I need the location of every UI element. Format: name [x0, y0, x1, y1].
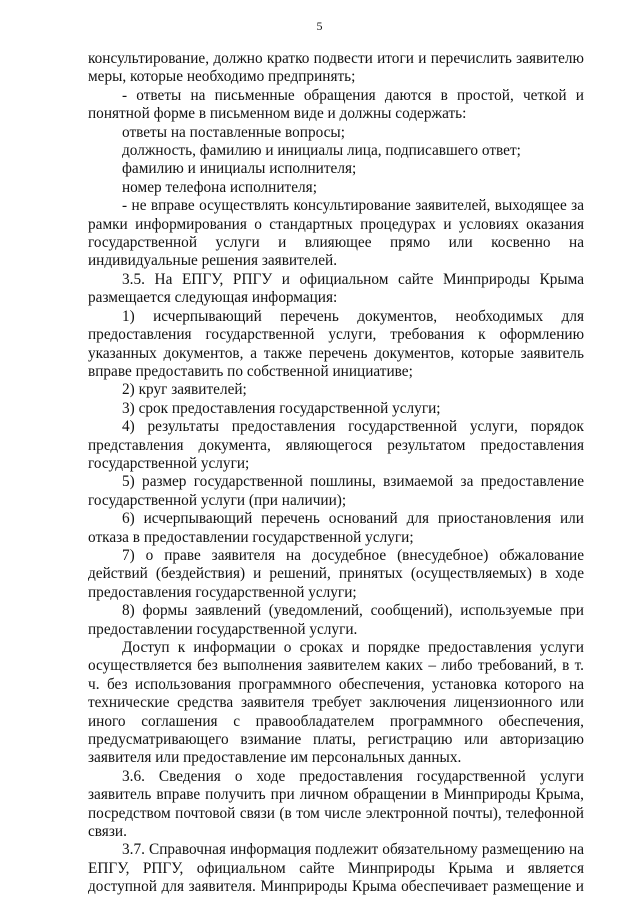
list-item: 4) результаты предоставления государственной услуги, порядок представления документа, являющегося результатом предоставления государственной услуги;: [88, 418, 584, 472]
list-item: 6) исчерпывающий перечень оснований для приостановления или отказа в предоставлении государственной услуги;: [88, 510, 584, 546]
page-number: 5: [316, 19, 323, 33]
list-item: 7) о праве заявителя на досудебное (внесудебное) обжалование действий (бездействия) и решений, принятых (осуществляемых) в ходе предоставления государственной услуги;: [88, 546, 584, 601]
list-item: 8) формы заявлений (уведомлений, сообщений), используемые при предоставлении государственной услуги.: [88, 602, 584, 638]
list-item: 5) размер государственной пошлины, взимаемой за предоставление государственной услуги (при наличии);: [88, 473, 584, 509]
paragraph-restriction: - не вправе осуществлять консультирование заявителей, выходящее за рамки информирования о стандартных процедурах и условиях оказания государственной услуги и влияющее прямо или косвенно на индивидуальные решения заявителей.: [88, 197, 584, 270]
paragraph-section-3-5: 3.5. На ЕПГУ, РПГУ и официальном сайте Минприроды Крыма размещается следующая информация:: [88, 270, 584, 307]
document-body: [88, 50, 584, 897]
list-item: 1) исчерпывающий перечень документов, необходимых для предоставления государственной услуги, требования к оформлению указанных документов, а также перечень документов, которые заявитель вправе предоставить по собственной инициативе;: [88, 307, 584, 380]
list-item: 3) срок предоставления государственной услуги;: [122, 399, 441, 417]
list-item: фамилию и инициалы исполнителя;: [122, 160, 357, 178]
paragraph-continuation: консультирование, должно кратко подвести итоги и перечислить заявителю меры, которые необходимо предпринять;: [88, 50, 584, 86]
list-item: ответы на поставленные вопросы;: [122, 123, 345, 141]
list-item: должность, фамилию и инициалы лица, подписавшего ответ;: [122, 142, 521, 160]
paragraph-section-3-6: 3.6. Сведения о ходе предоставления государственной услуги заявитель вправе получить при личном обращении в Минприроды Крыма, посредством почтовой связи (в том числе электронной почты), телефонной связи.: [88, 767, 584, 841]
paragraph-written-answers: - ответы на письменные обращения даются в простой, четкой и понятной форме в письменном виде и должны содержать:: [88, 86, 584, 123]
list-item: номер телефона исполнителя;: [122, 178, 317, 196]
paragraph-section-3-7: 3.7. Справочная информация подлежит обязательному размещению на ЕПГУ, РПГУ, официальном сайте Минприроды Крыма и является доступной для заявителя. Минприроды Крыма обеспечивает размещение и: [88, 841, 584, 896]
paragraph-access: Доступ к информации о сроках и порядке предоставления услуги осуществляется без выполнения заявителем каких – либо требований, в т. ч. без использования программного обеспечения, установка которого на технические средства заявителя требует заключения лицензионного или иного соглашения с правообладателем программного обеспечения, предусматривающего взимание платы, регистрацию или авторизацию заявителя или предоставление им персональных данных.: [88, 639, 584, 767]
list-item: 2) круг заявителей;: [122, 381, 247, 399]
